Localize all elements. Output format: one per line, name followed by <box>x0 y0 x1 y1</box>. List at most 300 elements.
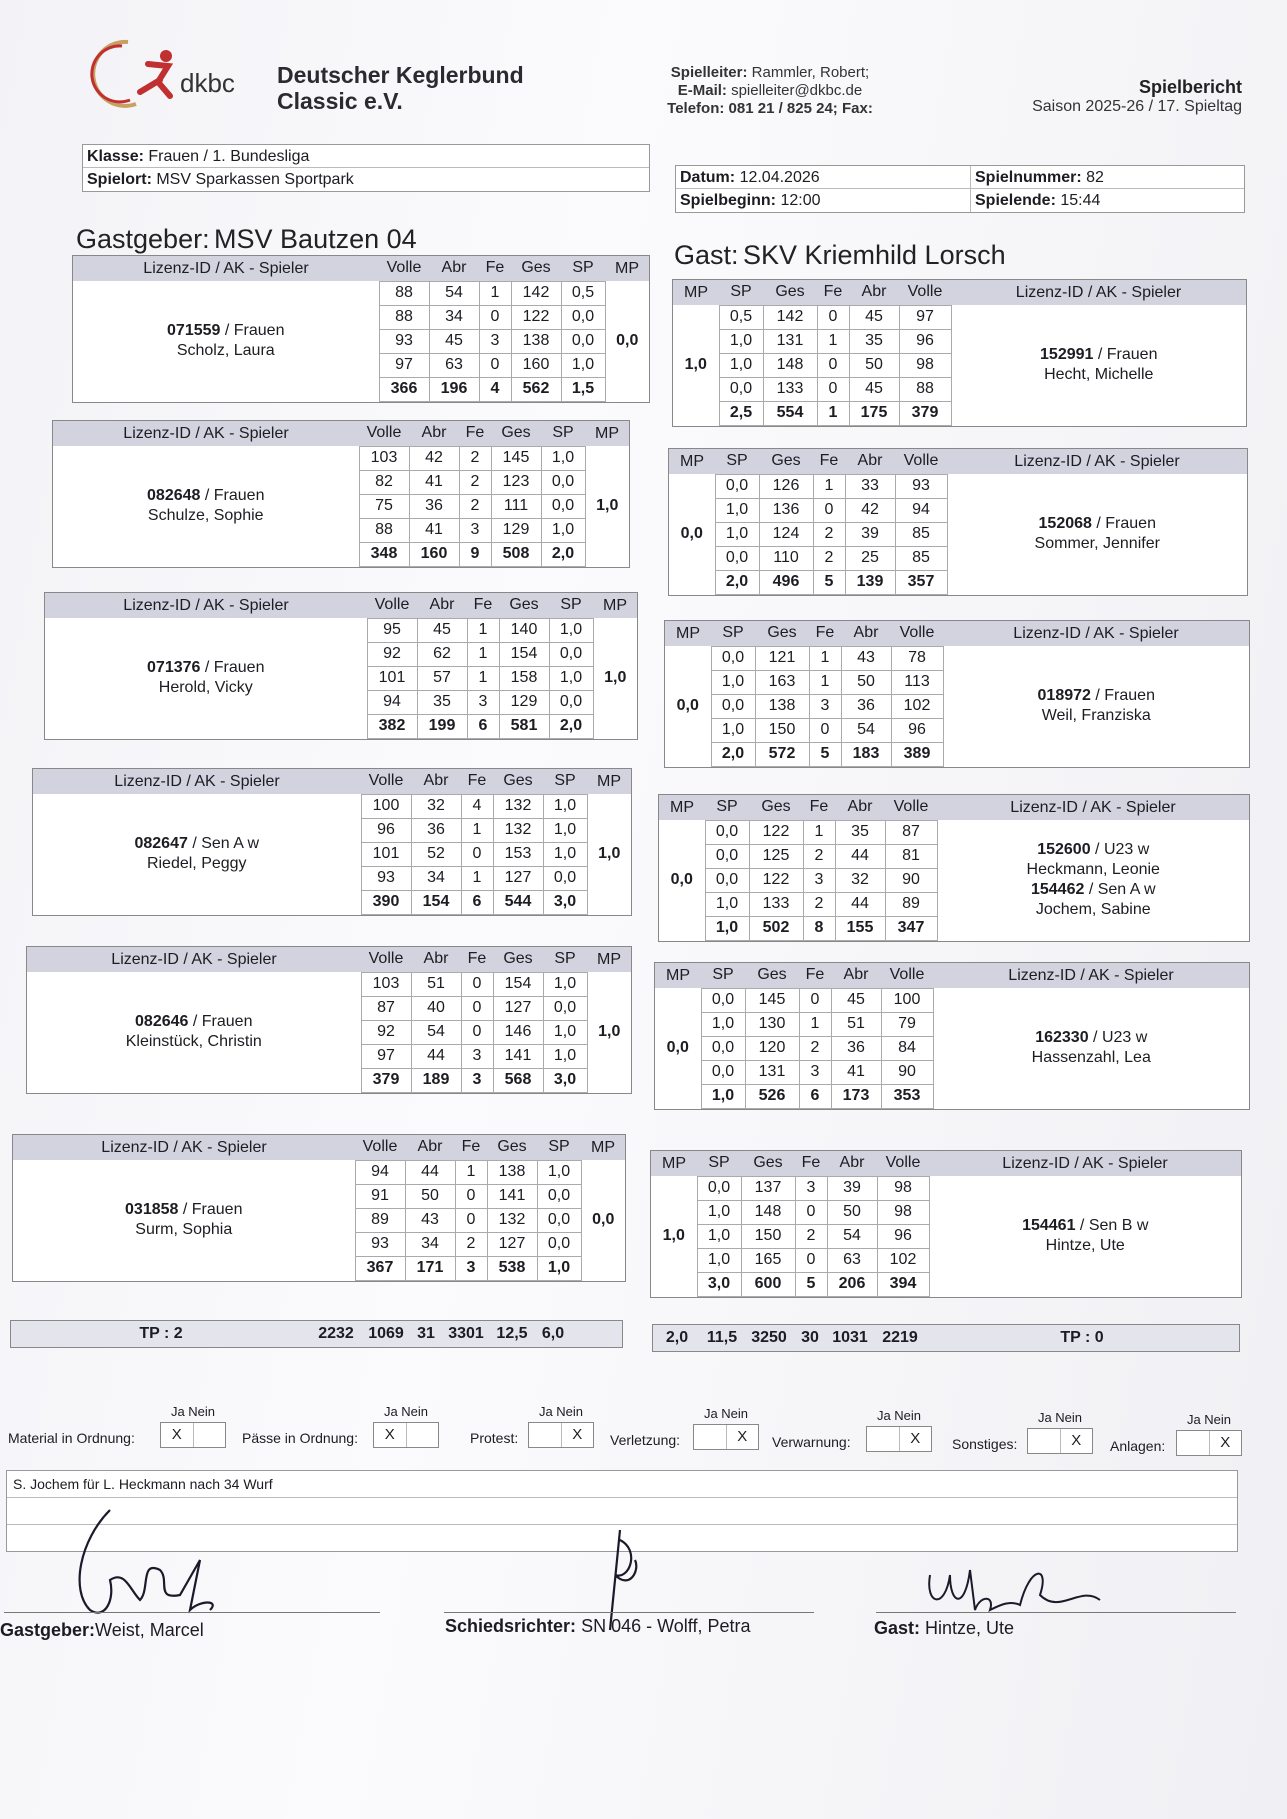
host-mp: 0,0 <box>616 332 639 349</box>
score-cell: 154 <box>499 642 549 666</box>
col-header-mp: MP <box>659 795 705 820</box>
col-header-fe: Fe <box>467 593 499 618</box>
svg-text:dkbc: dkbc <box>180 68 235 98</box>
score-cell: 155 <box>835 916 885 940</box>
col-header-sp: SP <box>541 421 585 446</box>
guest-mp: 0,0 <box>676 697 699 714</box>
score-cell: 88 <box>379 305 429 329</box>
score-cell: 36 <box>841 694 891 718</box>
score-cell: 1 <box>803 820 835 844</box>
nein-box[interactable]: X <box>1071 1432 1082 1449</box>
ja-nein-checkbox[interactable] <box>1027 1428 1093 1454</box>
referee-signature-line <box>444 1612 814 1613</box>
score-cell: 54 <box>827 1224 877 1248</box>
score-cell: 160 <box>409 542 459 566</box>
guest-game-block <box>654 962 1250 1110</box>
col-header-volle: Volle <box>899 280 951 305</box>
score-cell: 1 <box>817 401 849 425</box>
score-cell: 34 <box>411 866 461 890</box>
score-cell: 367 <box>355 1256 405 1280</box>
score-cell: 568 <box>493 1068 543 1092</box>
score-cell: 526 <box>745 1084 799 1108</box>
nein-box[interactable]: X <box>910 1430 921 1447</box>
score-cell: 88 <box>379 281 429 305</box>
score-cell: 93 <box>355 1232 405 1256</box>
score-cell: 0,0 <box>543 866 587 890</box>
score-cell: 153 <box>493 842 543 866</box>
score-cell: 0 <box>461 972 493 996</box>
score-cell: 35 <box>835 820 885 844</box>
score-cell: 44 <box>835 892 885 916</box>
col-header-abr: Abr <box>411 947 461 972</box>
score-cell: 150 <box>741 1224 795 1248</box>
col-header-ges: Ges <box>499 593 549 618</box>
score-cell: 4 <box>479 377 511 401</box>
col-header-mp: MP <box>587 769 631 794</box>
ja-nein-header: Ja Nein <box>170 1404 216 1419</box>
score-cell: 95 <box>367 618 417 642</box>
score-cell: 123 <box>491 470 541 494</box>
score-cell: 0 <box>479 353 511 377</box>
nein-box[interactable]: X <box>737 1428 748 1445</box>
host-game-block <box>72 255 650 403</box>
score-cell: 0 <box>461 996 493 1020</box>
check-label: Material in Ordnung: <box>8 1430 135 1446</box>
score-cell: 79 <box>881 1012 933 1036</box>
score-cell: 2 <box>459 494 491 518</box>
col-header-player: Lizenz-ID / AK - Spieler <box>53 421 359 446</box>
score-cell: 1,0 <box>701 1012 745 1036</box>
ja-box[interactable] <box>694 1425 727 1449</box>
ja-nein-header: Ja Nein <box>703 1406 749 1421</box>
score-cell: 45 <box>849 305 899 329</box>
col-header-sp: SP <box>561 256 605 281</box>
score-cell: 36 <box>411 818 461 842</box>
host-player: 082648 / Frauen Schulze, Sophie <box>147 487 265 524</box>
score-cell: 1,0 <box>543 1020 587 1044</box>
score-cell: 89 <box>355 1208 405 1232</box>
score-cell: 131 <box>745 1060 799 1084</box>
score-cell: 132 <box>493 818 543 842</box>
score-cell: 0 <box>817 305 849 329</box>
col-header-abr: Abr <box>845 449 895 474</box>
score-cell: 41 <box>831 1060 881 1084</box>
ja-nein-checkbox[interactable] <box>373 1422 439 1448</box>
score-cell: 1,0 <box>697 1224 741 1248</box>
col-header-ges: Ges <box>511 256 561 281</box>
col-header-volle: Volle <box>885 795 937 820</box>
score-cell: 103 <box>359 446 409 470</box>
score-cell: 1 <box>809 646 841 670</box>
ja-nein-checkbox[interactable] <box>160 1422 226 1448</box>
check-label: Pässe in Ordnung: <box>242 1430 358 1446</box>
ja-nein-header: Ja Nein <box>1037 1410 1083 1425</box>
score-cell: 1,0 <box>549 666 593 690</box>
col-header-volle: Volle <box>367 593 417 618</box>
score-cell: 32 <box>835 868 885 892</box>
score-cell: 34 <box>429 305 479 329</box>
host-mp: 0,0 <box>592 1211 615 1228</box>
score-cell: 102 <box>877 1248 929 1272</box>
host-mp: 1,0 <box>596 497 619 514</box>
col-header-ges: Ges <box>491 421 541 446</box>
score-cell: 145 <box>745 988 799 1012</box>
score-cell: 1 <box>479 281 511 305</box>
score-cell: 0 <box>799 988 831 1012</box>
score-cell: 124 <box>759 522 813 546</box>
score-cell: 3 <box>479 329 511 353</box>
score-cell: 0,0 <box>549 642 593 666</box>
score-cell: 0 <box>461 1020 493 1044</box>
col-header-abr: Abr <box>405 1135 455 1160</box>
score-cell: 1,0 <box>701 1084 745 1108</box>
score-cell: 81 <box>885 844 937 868</box>
score-cell: 101 <box>367 666 417 690</box>
score-cell: 3 <box>461 1068 493 1092</box>
col-header-player: Lizenz-ID / AK - Spieler <box>13 1135 355 1160</box>
score-cell: 496 <box>759 570 813 594</box>
host-mp: 1,0 <box>604 669 627 686</box>
score-cell: 100 <box>881 988 933 1012</box>
score-cell: 88 <box>359 518 409 542</box>
score-cell: 0 <box>455 1208 487 1232</box>
score-cell: 45 <box>429 329 479 353</box>
score-cell: 3,0 <box>697 1272 741 1296</box>
col-header-abr: Abr <box>849 280 899 305</box>
score-cell: 0 <box>455 1184 487 1208</box>
score-cell: 196 <box>429 377 479 401</box>
score-cell: 82 <box>359 470 409 494</box>
col-header-mp: MP <box>655 963 701 988</box>
host-player: 071559 / Frauen Scholz, Laura <box>167 322 285 359</box>
score-cell: 138 <box>511 329 561 353</box>
col-header-volle: Volle <box>361 769 411 794</box>
score-cell: 1 <box>817 329 849 353</box>
guest-game-block <box>672 279 1247 427</box>
score-cell: 35 <box>849 329 899 353</box>
col-header-sp: SP <box>705 795 749 820</box>
score-cell: 0 <box>809 718 841 742</box>
score-cell: 5 <box>813 570 845 594</box>
score-cell: 1 <box>799 1012 831 1036</box>
score-cell: 98 <box>899 353 951 377</box>
host-player: 071376 / Frauen Herold, Vicky <box>147 659 265 696</box>
score-cell: 111 <box>491 494 541 518</box>
nein-box[interactable] <box>407 1423 439 1447</box>
score-cell: 93 <box>379 329 429 353</box>
score-cell: 538 <box>487 1256 537 1280</box>
score-cell: 39 <box>845 522 895 546</box>
score-cell: 0,0 <box>537 1184 581 1208</box>
ja-nein-checkbox[interactable] <box>528 1422 594 1448</box>
score-cell: 0,0 <box>711 646 755 670</box>
score-cell: 544 <box>493 890 543 914</box>
score-cell: 54 <box>411 1020 461 1044</box>
score-cell: 78 <box>891 646 943 670</box>
col-header-player: Lizenz-ID / AK - Spieler <box>73 256 379 281</box>
note-line: S. Jochem für L. Heckmann nach 34 Wurf <box>7 1471 1237 1498</box>
score-cell: 89 <box>885 892 937 916</box>
host-team: Gastgeber: MSV Bautzen 04 <box>76 224 417 254</box>
nein-box[interactable]: X <box>572 1426 583 1443</box>
guest-game-block <box>658 794 1250 942</box>
col-header-mp: MP <box>669 449 715 474</box>
col-header-volle: Volle <box>359 421 409 446</box>
col-header-sp: SP <box>543 769 587 794</box>
host-game-block <box>52 420 630 568</box>
score-cell: 1,0 <box>543 1044 587 1068</box>
score-cell: 44 <box>411 1044 461 1068</box>
score-cell: 171 <box>405 1256 455 1280</box>
score-cell: 150 <box>755 718 809 742</box>
guest-player: 152991 / Frauen Hecht, Michelle <box>1040 346 1158 383</box>
score-cell: 6 <box>467 714 499 738</box>
score-cell: 98 <box>877 1200 929 1224</box>
col-header-abr: Abr <box>417 593 467 618</box>
score-cell: 44 <box>835 844 885 868</box>
score-cell: 0,0 <box>715 474 759 498</box>
score-cell: 54 <box>429 281 479 305</box>
guest-signature <box>920 1555 1120 1625</box>
score-cell: 127 <box>493 996 543 1020</box>
score-cell: 0,0 <box>697 1176 741 1200</box>
score-cell: 131 <box>763 329 817 353</box>
score-cell: 1 <box>455 1160 487 1184</box>
col-header-volle: Volle <box>891 621 943 646</box>
score-cell: 2,0 <box>711 742 755 766</box>
guest-player: 152068 / Frauen Sommer, Jennifer <box>1034 515 1160 552</box>
score-cell: 39 <box>827 1176 877 1200</box>
score-cell: 50 <box>841 670 891 694</box>
col-header-mp: MP <box>665 621 711 646</box>
col-header-player: Lizenz-ID / AK - Spieler <box>951 280 1246 305</box>
col-header-mp: MP <box>605 256 649 281</box>
score-cell: 0 <box>817 353 849 377</box>
ja-box[interactable] <box>1028 1429 1061 1453</box>
score-cell: 85 <box>895 546 947 570</box>
host-player: 082647 / Sen A w Riedel, Peggy <box>134 835 260 872</box>
score-cell: 2,0 <box>549 714 593 738</box>
score-cell: 0,0 <box>711 694 755 718</box>
score-cell: 2,0 <box>715 570 759 594</box>
score-cell: 2,0 <box>541 542 585 566</box>
col-header-fe: Fe <box>461 769 493 794</box>
guest-mp: 1,0 <box>662 1227 685 1244</box>
score-cell: 199 <box>417 714 467 738</box>
col-header-volle: Volle <box>895 449 947 474</box>
score-cell: 389 <box>891 742 943 766</box>
score-cell: 163 <box>755 670 809 694</box>
score-cell: 0,0 <box>537 1208 581 1232</box>
score-cell: 1,0 <box>541 446 585 470</box>
score-cell: 0 <box>479 305 511 329</box>
score-cell: 51 <box>411 972 461 996</box>
score-cell: 1 <box>467 618 499 642</box>
contact-info: Spielleiter: Rammler, Robert; E-Mail: spielleiter@dkbc.de Telefon: 081 21 / 825 24; Fax: <box>667 64 873 117</box>
ja-nein-header: Ja Nein <box>538 1404 584 1419</box>
score-cell: 63 <box>827 1248 877 1272</box>
col-header-fe: Fe <box>799 963 831 988</box>
host-player: 031858 / Frauen Surm, Sophia <box>125 1201 243 1238</box>
score-cell: 113 <box>891 670 943 694</box>
match-class-info: Klasse: Frauen / 1. Bundesliga Spielort: MSV Sparkassen Sportpark <box>82 144 650 192</box>
ja-box[interactable] <box>867 1427 900 1451</box>
col-header-player: Lizenz-ID / AK - Spieler <box>947 449 1247 474</box>
score-cell: 0,0 <box>701 1036 745 1060</box>
score-cell: 42 <box>845 498 895 522</box>
score-cell: 75 <box>359 494 409 518</box>
score-cell: 0 <box>813 498 845 522</box>
score-cell: 1,0 <box>549 618 593 642</box>
score-cell: 3 <box>803 868 835 892</box>
score-cell: 347 <box>885 916 937 940</box>
col-header-ges: Ges <box>493 947 543 972</box>
col-header-fe: Fe <box>461 947 493 972</box>
col-header-ges: Ges <box>493 769 543 794</box>
check-label: Protest: <box>470 1430 519 1446</box>
score-cell: 2 <box>813 546 845 570</box>
score-cell: 379 <box>361 1068 411 1092</box>
guest-signer: Gast: Hintze, Ute <box>874 1618 1015 1638</box>
score-cell: 1 <box>467 642 499 666</box>
score-cell: 0,0 <box>705 844 749 868</box>
score-cell: 173 <box>831 1084 881 1108</box>
score-cell: 92 <box>361 1020 411 1044</box>
score-cell: 88 <box>899 377 951 401</box>
score-cell: 50 <box>405 1184 455 1208</box>
score-cell: 142 <box>763 305 817 329</box>
guest-game-block <box>650 1150 1242 1298</box>
col-header-ges: Ges <box>763 280 817 305</box>
score-cell: 129 <box>491 518 541 542</box>
ja-nein-checkbox[interactable] <box>866 1426 932 1452</box>
score-cell: 1 <box>461 866 493 890</box>
score-cell: 127 <box>493 866 543 890</box>
score-cell: 50 <box>827 1200 877 1224</box>
ja-box[interactable]: X <box>374 1423 407 1447</box>
score-cell: 33 <box>845 474 895 498</box>
col-header-ges: Ges <box>759 449 813 474</box>
col-header-sp: SP <box>537 1135 581 1160</box>
score-cell: 93 <box>361 866 411 890</box>
host-game-block <box>26 946 632 1094</box>
score-cell: 126 <box>759 474 813 498</box>
ja-box[interactable]: X <box>161 1423 194 1447</box>
col-header-abr: Abr <box>409 421 459 446</box>
score-cell: 63 <box>429 353 479 377</box>
host-player: 082646 / Frauen Kleinstück, Christin <box>125 1013 262 1050</box>
guest-signature-line <box>876 1612 1236 1613</box>
score-cell: 348 <box>359 542 409 566</box>
guest-totals: 2,0 11,5 3250 30 1031 2219 TP : 0 <box>652 1324 1240 1352</box>
col-header-player: Lizenz-ID / AK - Spieler <box>929 1151 1241 1176</box>
score-cell: 390 <box>361 890 411 914</box>
score-cell: 0,0 <box>549 690 593 714</box>
score-cell: 40 <box>411 996 461 1020</box>
score-cell: 130 <box>745 1012 799 1036</box>
score-cell: 122 <box>511 305 561 329</box>
score-cell: 0,0 <box>541 470 585 494</box>
nein-box[interactable] <box>194 1423 226 1447</box>
score-cell: 353 <box>881 1084 933 1108</box>
col-header-abr: Abr <box>827 1151 877 1176</box>
nein-box[interactable]: X <box>1220 1434 1231 1451</box>
col-header-volle: Volle <box>881 963 933 988</box>
ja-box[interactable] <box>1177 1431 1210 1455</box>
score-cell: 6 <box>799 1084 831 1108</box>
score-cell: 1,0 <box>537 1160 581 1184</box>
score-cell: 120 <box>745 1036 799 1060</box>
score-cell: 141 <box>493 1044 543 1068</box>
score-cell: 129 <box>499 690 549 714</box>
score-cell: 394 <box>877 1272 929 1296</box>
score-cell: 2,5 <box>719 401 763 425</box>
score-cell: 3 <box>809 694 841 718</box>
score-cell: 1,0 <box>561 353 605 377</box>
score-cell: 1,0 <box>543 818 587 842</box>
ja-nein-checkbox[interactable] <box>1176 1430 1242 1456</box>
col-header-mp: MP <box>585 421 629 446</box>
check-label: Anlagen: <box>1110 1438 1166 1454</box>
score-cell: 1,0 <box>719 353 763 377</box>
host-game-block <box>12 1134 626 1282</box>
col-header-mp: MP <box>593 593 637 618</box>
match-time-info: Datum: 12.04.2026 Spielnummer: 82 Spielbeginn: 12:00 Spielende: 15:44 <box>675 165 1245 213</box>
col-header-ges: Ges <box>741 1151 795 1176</box>
score-cell: 3 <box>795 1176 827 1200</box>
ja-box[interactable] <box>529 1423 562 1447</box>
score-cell: 132 <box>487 1208 537 1232</box>
guest-player: 018972 / Frauen Weil, Franziska <box>1037 687 1155 724</box>
col-header-sp: SP <box>715 449 759 474</box>
score-cell: 154 <box>493 972 543 996</box>
guest-player: 152600 / U23 w Heckmann, Leonie 154462 / Sen A w Jochem, Sabine <box>1026 841 1160 918</box>
score-cell: 43 <box>405 1208 455 1232</box>
organization-name: Deutscher Keglerbund Classic e.V. <box>277 62 524 114</box>
score-cell: 141 <box>487 1184 537 1208</box>
score-cell: 50 <box>849 353 899 377</box>
score-cell: 572 <box>755 742 809 766</box>
col-header-fe: Fe <box>795 1151 827 1176</box>
score-cell: 5 <box>809 742 841 766</box>
score-cell: 94 <box>895 498 947 522</box>
score-cell: 97 <box>379 353 429 377</box>
score-cell: 357 <box>895 570 947 594</box>
ja-nein-checkbox[interactable] <box>693 1424 759 1450</box>
referee-signer: Schiedsrichter: SN 046 - Wolff, Petra <box>445 1616 751 1636</box>
score-cell: 96 <box>891 718 943 742</box>
score-cell: 96 <box>877 1224 929 1248</box>
col-header-player: Lizenz-ID / AK - Spieler <box>937 795 1249 820</box>
score-cell: 0,0 <box>701 1060 745 1084</box>
score-cell: 93 <box>895 474 947 498</box>
score-cell: 5 <box>795 1272 827 1296</box>
host-signature-line <box>4 1612 380 1613</box>
score-cell: 0,0 <box>561 329 605 353</box>
score-cell: 1,0 <box>715 498 759 522</box>
col-header-mp: MP <box>651 1151 697 1176</box>
score-cell: 175 <box>849 401 899 425</box>
host-totals: TP : 2 2232 1069 31 3301 12,5 6,0 <box>10 1320 623 1348</box>
score-cell: 92 <box>367 642 417 666</box>
score-cell: 0,0 <box>705 820 749 844</box>
col-header-ges: Ges <box>487 1135 537 1160</box>
score-cell: 3 <box>459 518 491 542</box>
score-cell: 57 <box>417 666 467 690</box>
score-cell: 148 <box>741 1200 795 1224</box>
score-cell: 139 <box>845 570 895 594</box>
score-cell: 100 <box>361 794 411 818</box>
